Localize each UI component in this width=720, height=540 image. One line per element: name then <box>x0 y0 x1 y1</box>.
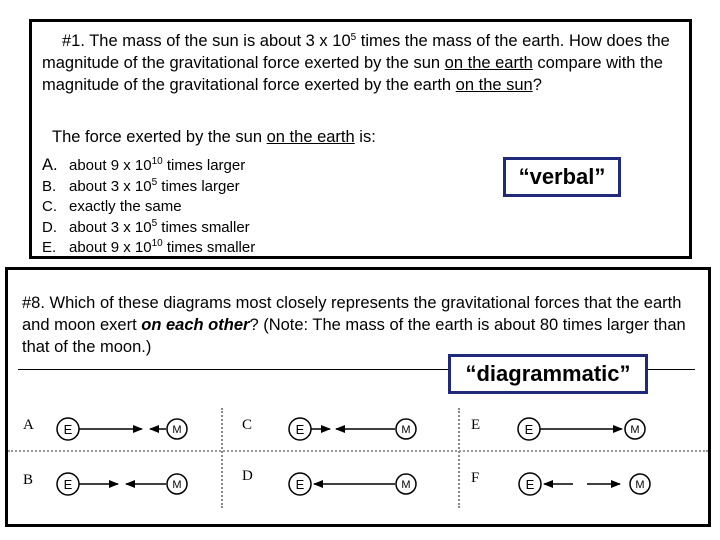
underline-on-the-earth: on the earth <box>444 54 533 72</box>
diagram-e <box>518 418 645 440</box>
question-1-prompt: The force exerted by the sun on the earth is: <box>52 128 376 146</box>
question-1-text: #1. The mass of the sun is about 3 x $10^5$ times the mass of the earth. How does the magnitude of the gravitational force exerted by the sun on the earth compare with the magnitude of the gravitational force exerted by the earth on the sun? <box>42 32 670 94</box>
moon-label: M <box>172 479 182 491</box>
question-1-panel <box>29 19 692 259</box>
force-diagrams <box>8 270 708 524</box>
option-letter-c: C <box>242 417 253 433</box>
earth-label: E <box>295 477 305 492</box>
diagram-d <box>289 473 416 495</box>
earth-label: E <box>295 422 305 437</box>
earth-label: E <box>524 422 534 437</box>
choice-c: C. exactly the same <box>42 198 182 215</box>
choice-d: D. about 3 x $10^5$ times smaller <box>42 217 250 236</box>
moon-label: M <box>630 424 640 436</box>
choice-a: A. about 9 x $10^{10}$ times larger <box>42 156 246 174</box>
diagram-b <box>57 473 187 495</box>
option-letter-a: A <box>23 417 34 433</box>
verbal-label: “verbal” <box>503 157 621 197</box>
option-letter-f: F <box>471 470 480 486</box>
earth-label: E <box>525 477 535 492</box>
moon-label: M <box>172 424 182 436</box>
earth-label: E <box>63 477 73 492</box>
diagram-c <box>289 418 416 440</box>
answer-choices <box>42 155 255 259</box>
option-letter-b: B <box>23 472 34 488</box>
question-8-text: #8. Which of these diagrams most closely represents the gravitational forces that the earth and moon exert on each other? (Note: The mass of the earth is about 80 times larger than that of the moon.) <box>22 294 686 356</box>
moon-label: M <box>635 479 645 491</box>
diagram-a <box>57 418 187 440</box>
diagram-f <box>519 473 650 495</box>
question-8-panel <box>5 267 711 527</box>
choice-b: B. about 3 x $10^5$ times larger <box>42 176 240 195</box>
choice-e: E. about 9 x $10^{10}$ times smaller <box>42 238 256 256</box>
option-letter-d: D <box>242 468 253 484</box>
option-letter-e: E <box>471 417 481 433</box>
moon-label: M <box>401 424 411 436</box>
underline-on-the-sun: on the sun <box>455 76 533 94</box>
earth-label: E <box>63 422 73 437</box>
moon-label: M <box>401 479 411 491</box>
diagrammatic-label: “diagrammatic” <box>448 354 648 394</box>
